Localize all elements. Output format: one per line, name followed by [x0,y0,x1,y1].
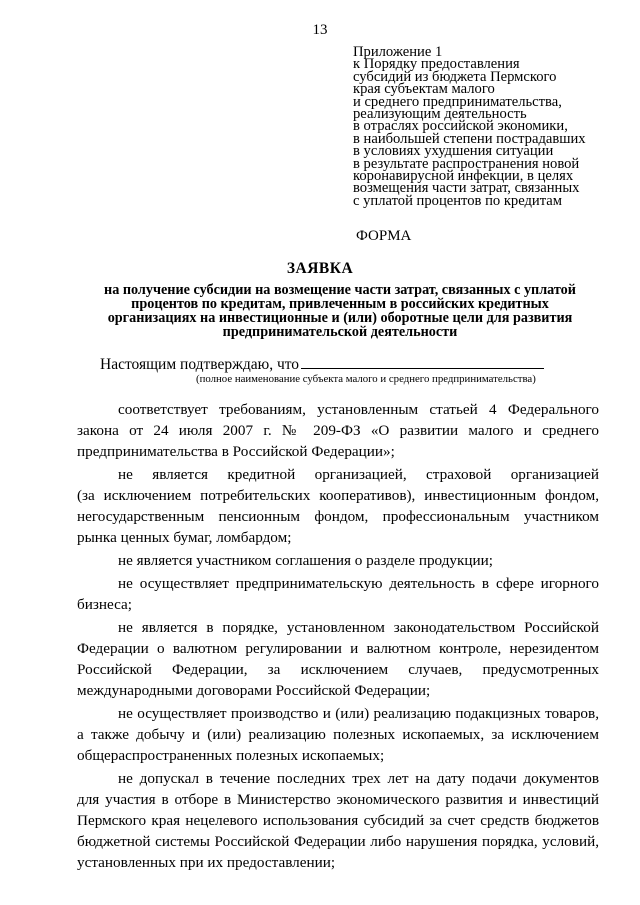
paragraph-line: установленных при их предоставлении; [77,854,336,871]
body-paragraph [77,768,599,873]
confirm-statement [100,355,544,373]
appendix-line: в результате распространения новой [353,155,580,172]
paragraph-line: рынка ценных бумаг, ломбардом; [77,529,292,546]
subtitle-line: организациях на инвестиционные и (или) оборотные цели для развития [107,310,573,326]
appendix-line: Приложение 1 [353,44,443,60]
paragraph-line: не является в порядке, установленном законодательством Российской [118,619,599,636]
appendix-line: в отраслях российской экономики, [353,118,568,135]
subtitle-line: на получение субсидии на возмещение части затрат, связанных с уплатой [104,282,576,298]
document-title: ЗАЯВКА [286,260,354,277]
paragraph-line: не осуществляет предпринимательскую деятельность в сфере игорного [118,575,599,592]
appendix-line: к Порядку предоставления [353,56,520,73]
body-paragraph [77,573,599,615]
body-paragraph [77,399,599,462]
subtitle-line: предпринимательской деятельности [222,324,458,340]
paragraph-line: для участия в отборе в Министерство экономического развития и инвестиций [77,791,599,808]
appendix-line: в условиях ухудшения ситуации [353,143,554,160]
paragraph-line: соответствует требованиям, установленным статьей 4 Федерального [118,401,599,418]
paragraph-line: не допускал в течение последних трех лет на дату подачи документов [118,770,599,787]
document-subtitle [60,283,620,339]
paragraph-line: негосударственным пенсионным фондом, профессиональным участником [77,508,599,525]
appendix-line: субсидий из бюджета Пермского [353,68,557,85]
paragraph-line: Российской Федерации, за исключением случаев, предусмотренных [77,661,599,678]
subtitle-line: процентов по кредитам, привлеченным в российских кредитных [131,296,549,312]
appendix-header [353,46,628,207]
paragraph-line: предпринимательства в Российской Федерации»; [77,443,395,460]
appendix-line: реализующим деятельность [353,106,527,123]
form-label: ФОРМА [356,228,412,244]
appendix-line: и среднего предпринимательства, [353,93,562,110]
paragraph-line: закона от 24 июля 2007 г. № 209-ФЗ «О развитии малого и среднего [77,422,599,439]
appendix-line: возмещения части затрат, связанных [353,180,580,197]
page-number: 13 [312,22,328,38]
body-paragraph [77,550,599,571]
paragraph-line: Пермского края нецелевого использования субсидий за счет средств бюджетов [77,812,599,829]
paragraph-line: бизнеса; [77,596,132,613]
document-body [77,399,599,875]
appendix-line: коронавирусной инфекции, в целях [353,168,574,185]
paragraph-line: (за исключением потребительских кооперативов), инвестиционным фондом, [77,487,599,504]
paragraph-line: а также добычу и (или) реализацию полезных ископаемых, за исключением [77,726,599,743]
entity-name-blank[interactable] [301,355,544,369]
paragraph-line: не является участником соглашения о разделе продукции; [118,552,493,569]
paragraph-line: международными договорами Российской Федерации; [77,682,431,699]
confirm-text: Настоящим подтверждаю, что [100,356,300,373]
paragraph-line: не является кредитной организацией, страховой организацией [118,466,599,483]
body-paragraph [77,703,599,766]
appendix-line: в наибольшей степени пострадавших [353,130,586,147]
paragraph-line: не осуществляет производство и (или) реализацию подакцизных товаров, [118,705,599,722]
paragraph-line: Федерации о валютном регулировании и валютном контроле, нерезидентом [77,640,599,657]
body-paragraph [77,617,599,701]
entity-name-caption: (полное наименование субъекта малого и среднего предпринимательства) [196,373,536,385]
paragraph-line: общераспространенных полезных ископаемых; [77,747,385,764]
paragraph-line: бюджетной системы Российской Федерации либо нарушения порядка, условий, [77,833,599,850]
appendix-line: с уплатой процентов по кредитам [353,192,563,209]
body-paragraph [77,464,599,548]
appendix-line: края субъектам малого [353,81,495,98]
